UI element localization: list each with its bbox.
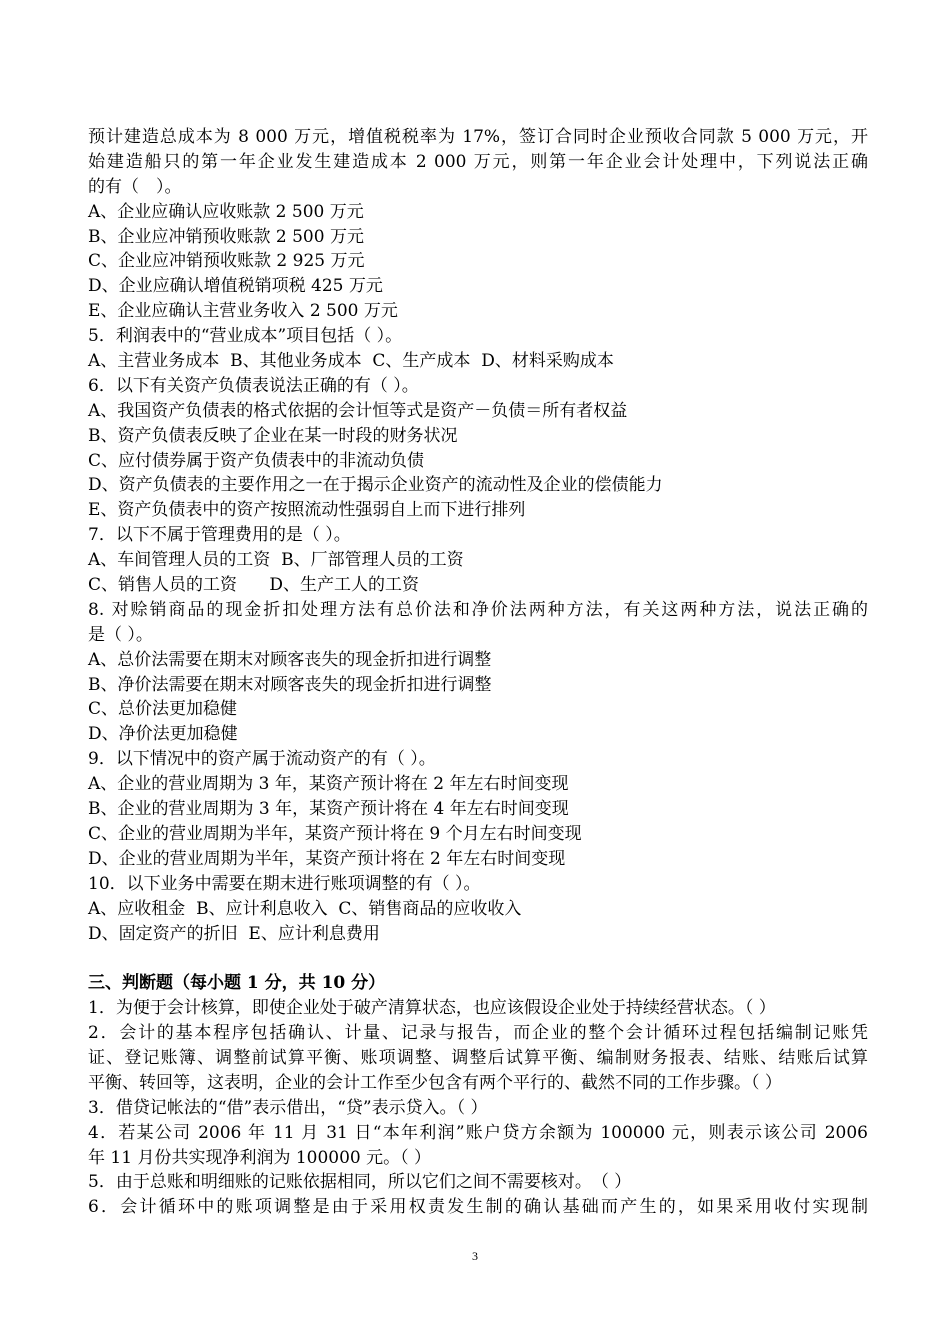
section-heading: 三、判断题（每小题 1 分，共 10 分） [88, 973, 386, 994]
text-line: 年 11 月份共实现净利润为 100000 元。（ ） [88, 1147, 432, 1168]
text-line: C、应付债券属于资产负债表中的非流动负债 [88, 450, 425, 471]
text-line: E、企业应确认主营业务收入 2 500 万元 [88, 301, 398, 322]
text-line: 是（ ）。 [88, 624, 153, 645]
text-line: D、企业应确认增值税销项税 425 万元 [88, 276, 383, 297]
text-line: A、车间管理人员的工资 B、厂部管理人员的工资 [88, 550, 464, 571]
text-line: 的有（ ）。 [88, 176, 182, 197]
text-line: 6．会计循环中的账项调整是由于采用权责发生制的确认基础而产生的，如果采用收付实现制 [88, 1197, 868, 1218]
text-line: D、资产负债表的主要作用之一在于揭示企业资产的流动性及企业的偿债能力 [88, 475, 663, 496]
text-line: D、净价法更加稳健 [88, 724, 238, 745]
document-body [88, 125, 868, 1220]
text-line: A、应收租金 B、应计利息收入 C、销售商品的应收收入 [88, 898, 522, 919]
text-line: A、主营业务成本 B、其他业务成本 C、生产成本 D、材料采购成本 [88, 351, 614, 372]
text-line: 4．若某公司 2006 年 11 月 31 日“本年利润”账户贷方余额为 100000 元，则表示该公司 2006 [88, 1122, 868, 1143]
text-line: 3．借贷记帐法的“借”表示借出，“贷”表示贷入。（ ） [88, 1097, 488, 1118]
text-line: D、固定资产的折旧 E、应计利息费用 [88, 923, 380, 944]
text-line: 1．为便于会计核算，即使企业处于破产清算状态，也应该假设企业处于持续经营状态。（ ） [88, 998, 776, 1019]
text-line: A、总价法需要在期末对顾客丧失的现金折扣进行调整 [88, 649, 492, 670]
text-line: B、企业的营业周期为 3 年，某资产预计将在 4 年左右时间变现 [88, 799, 569, 820]
page-number: 3 [472, 1249, 478, 1263]
text-line: B、资产负债表反映了企业在某一时段的财务状况 [88, 425, 458, 446]
text-line: 预计建造总成本为 8 000 万元，增值税税率为 17%，签订合同时企业预收合同款 5 000 万元，开 [88, 127, 868, 147]
text-line: C、总价法更加稳健 [88, 699, 238, 720]
text-line: 始建造船只的第一年企业发生建造成本 2 000 万元，则第一年企业会计处理中，下列说法正确 [88, 151, 868, 172]
text-line: 8. 对赊销商品的现金折扣处理方法有总价法和净价法两种方法，有关这两种方法，说法正确的 [88, 599, 868, 620]
text-line: 9．以下情况中的资产属于流动资产的有（ ）。 [88, 749, 436, 770]
text-line: A、我国资产负债表的格式依据的会计恒等式是资产－负债＝所有者权益 [88, 400, 628, 421]
text-line: A、企业的营业周期为 3 年，某资产预计将在 2 年左右时间变现 [88, 774, 569, 795]
text-line: C、企业应冲销预收账款 2 925 万元 [88, 251, 365, 272]
text-line: 2．会计的基本程序包括确认、计量、记录与报告，而企业的整个会计循环过程包括编制记账凭 [88, 1023, 868, 1044]
blank-line [88, 946, 868, 971]
text-line: 5．利润表中的“营业成本”项目包括（ ）。 [88, 326, 403, 347]
text-line: 平衡、转回等，这表明，企业的会计工作至少包含有两个平行的、截然不同的工作步骤。（ ） [88, 1072, 782, 1093]
text-line: 5．由于总账和明细账的记账依据相同，所以它们之间不需要核对。 （ ） [88, 1172, 632, 1193]
text-line: D、企业的营业周期为半年，某资产预计将在 2 年左右时间变现 [88, 848, 566, 869]
text-line: B、净价法需要在期末对顾客丧失的现金折扣进行调整 [88, 674, 492, 695]
text-line: E、资产负债表中的资产按照流动性强弱自上而下进行排列 [88, 500, 526, 521]
text-line: C、销售人员的工资 D、生产工人的工资 [88, 575, 420, 596]
text-line: 10．以下业务中需要在期末进行账项调整的有（ ）。 [88, 873, 481, 894]
text-line: C、企业的营业周期为半年，某资产预计将在 9 个月左右时间变现 [88, 823, 582, 844]
text-line: A、企业应确认应收账款 2 500 万元 [88, 201, 364, 222]
text-line: 证、登记账簿、调整前试算平衡、账项调整、调整后试算平衡、编制财务报表、结账、结账后试算 [88, 1047, 868, 1068]
text-line: 7．以下不属于管理费用的是（ ）。 [88, 525, 351, 546]
text-line: 6．以下有关资产负债表说法正确的有（ ）。 [88, 375, 419, 396]
text-line: B、企业应冲销预收账款 2 500 万元 [88, 226, 364, 247]
